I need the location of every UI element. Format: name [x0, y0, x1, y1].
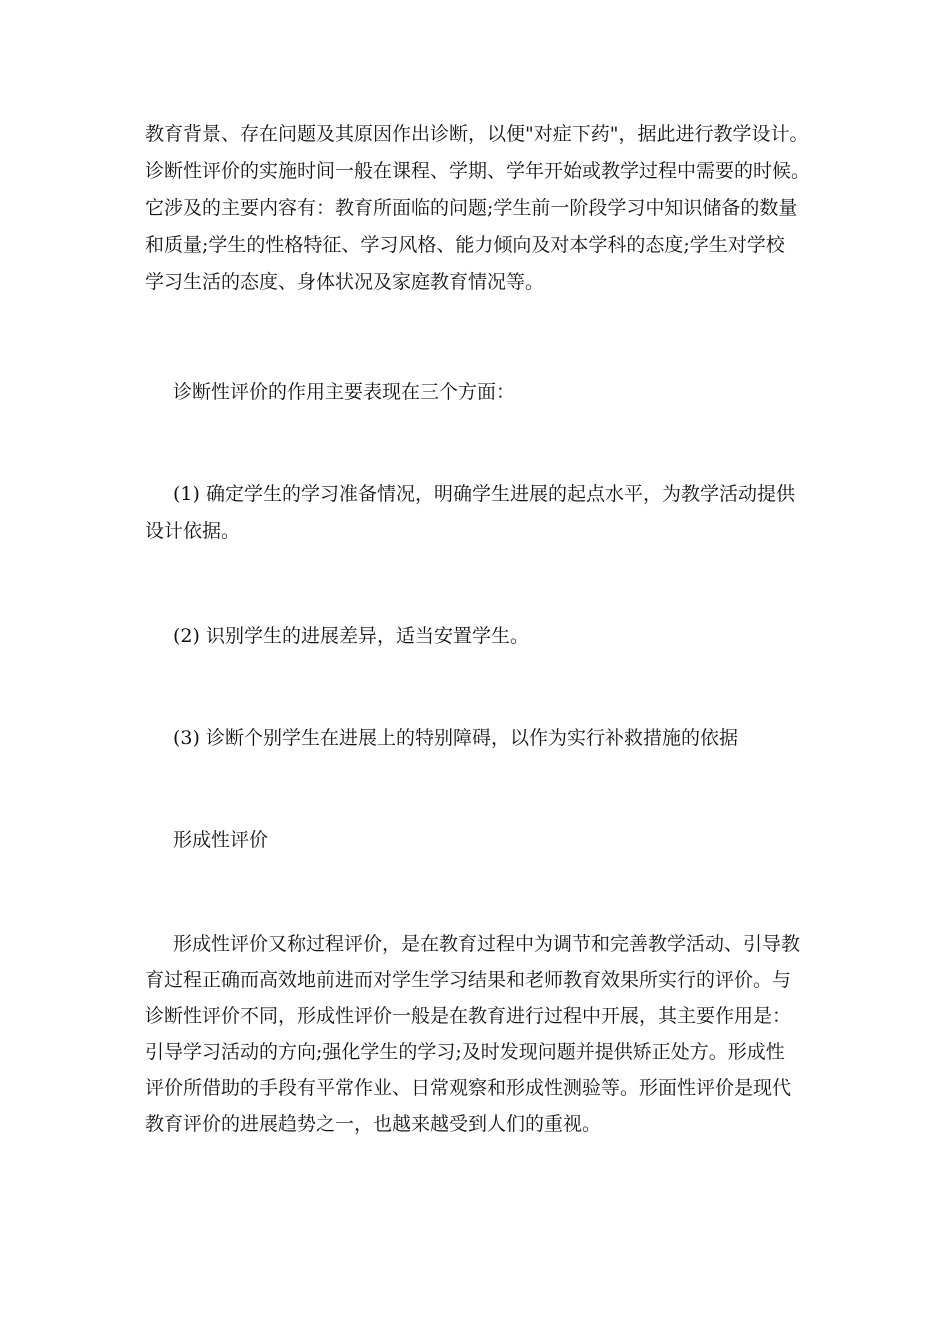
- paragraph-3-line-2: 育过程正确而高效地前进而对学生学习结果和老师教育效果所实行的评价。与: [145, 969, 792, 991]
- paragraph-1-line-5: 学习生活的态度、身体状况及家庭教育情况等。: [145, 271, 545, 293]
- section-heading: 形成性评价: [173, 829, 269, 851]
- list-item-1-line-2: 设计依据。: [145, 520, 241, 542]
- list-item-2: (2) 识别学生的进展差异，适当安置学生。: [173, 625, 529, 647]
- paragraph-3-line-6: 教育评价的进展趋势之一，也越来越受到人们的重视。: [145, 1113, 602, 1135]
- paragraph-2: 诊断性评价的作用主要表现在三个方面：: [173, 381, 516, 403]
- paragraph-1-line-4: 和质量;学生的性格特征、学习风格、能力倾向及对本学科的态度;学生对学校: [145, 234, 785, 256]
- paragraph-3-line-1: 形成性评价又称过程评价，是在教育过程中为调节和完善教学活动、引导教: [173, 933, 801, 955]
- paragraph-3-line-4: 引导学习活动的方向;强化学生的学习;及时发现问题并提供矫正处方。形成性: [145, 1041, 785, 1063]
- paragraph-3-line-5: 评价所借助的手段有平常作业、日常观察和形成性测验等。形面性评价是现代: [145, 1077, 792, 1099]
- list-item-1-line-1: (1) 确定学生的学习准备情况，明确学生进展的起点水平，为教学活动提供: [173, 483, 795, 505]
- list-item-3: (3) 诊断个别学生在进展上的特别障碍，以作为实行补救措施的依据: [173, 727, 738, 749]
- paragraph-3-line-3: 诊断性评价不同，形成性评价一般是在教育进行过程中开展，其主要作用是：: [145, 1005, 792, 1027]
- paragraph-1-line-1: 教育背景、存在问题及其原因作出诊断，以便"对症下药"，据此进行教学设计。: [145, 123, 809, 145]
- paragraph-1-line-2: 诊断性评价的实施时间一般在课程、学期、学年开始或教学过程中需要的时候。: [145, 160, 811, 182]
- paragraph-1-line-3: 它涉及的主要内容有：教育所面临的问题;学生前一阶段学习中知识储备的数量: [145, 197, 798, 219]
